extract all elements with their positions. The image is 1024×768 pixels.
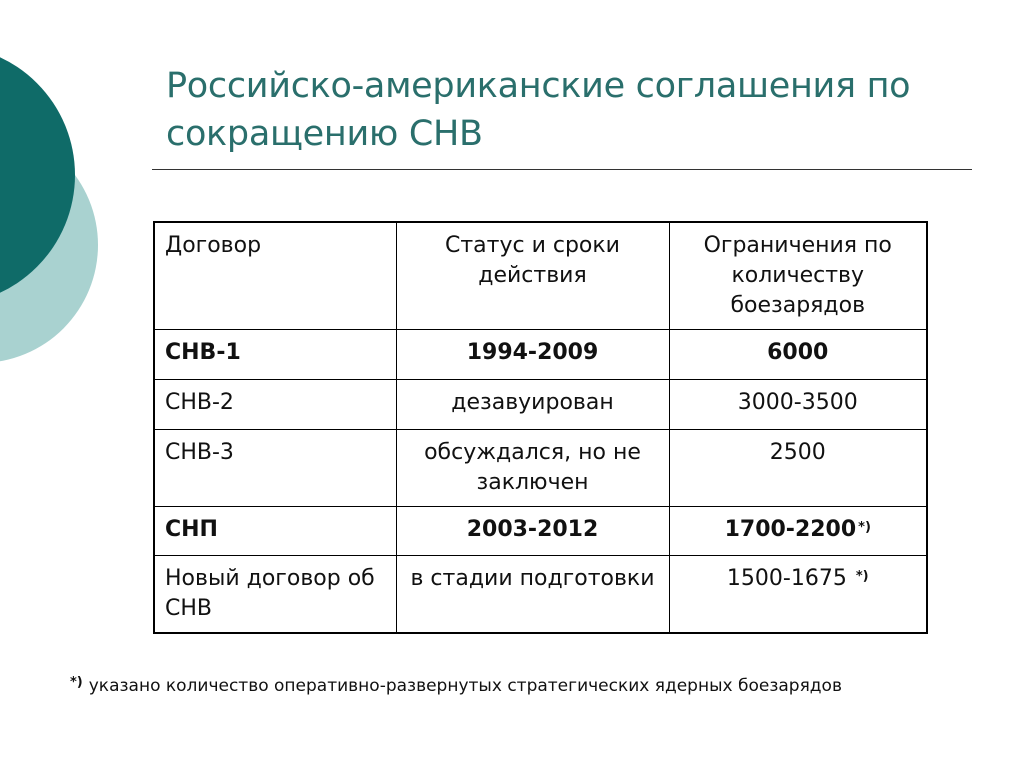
table-row — [154, 430, 927, 507]
limit-value: 3000-3500 — [737, 390, 858, 415]
cell-limit — [669, 507, 927, 556]
footnote-text: указано количество оперативно-развернутых стратегических ядерных боезарядов — [88, 676, 842, 696]
cell-limit — [669, 330, 927, 380]
cell-treaty: СНВ-3 — [154, 430, 396, 507]
decorative-circles — [0, 0, 110, 420]
header-status: Статус и сроки действия — [396, 222, 669, 330]
cell-treaty: СНВ-1 — [154, 330, 396, 380]
cell-treaty: СНП — [154, 507, 396, 556]
cell-status: дезавуирован — [396, 380, 669, 430]
footnote-marker: *) — [855, 569, 869, 584]
cell-status: 2003-2012 — [396, 507, 669, 556]
table-row — [154, 507, 927, 556]
limit-value: 1700-2200 — [724, 517, 857, 542]
footnote-mark: *) — [70, 675, 83, 690]
table-header-row — [154, 222, 927, 330]
cell-limit — [669, 556, 927, 634]
header-treaty: Договор — [154, 222, 396, 330]
cell-status: 1994-2009 — [396, 330, 669, 380]
footnote — [70, 674, 842, 698]
limit-value: 1500-1675 — [726, 566, 854, 591]
cell-treaty: Новый договор об СНВ — [154, 556, 396, 634]
limit-value: 2500 — [769, 440, 826, 465]
header-limits: Ограничения по количеству боезарядов — [669, 222, 927, 330]
treaties-table — [153, 221, 928, 634]
limit-value: 6000 — [767, 340, 829, 365]
cell-status: обсуждался, но не заключен — [396, 430, 669, 507]
footnote-marker: *) — [858, 520, 871, 535]
table-row — [154, 380, 927, 430]
cell-limit — [669, 380, 927, 430]
title-divider — [152, 169, 972, 170]
slide-title: Российско-американские соглашения по сокращению СНВ — [166, 66, 911, 154]
cell-treaty: СНВ-2 — [154, 380, 396, 430]
cell-status: в стадии подготовки — [396, 556, 669, 634]
table-row — [154, 330, 927, 380]
table-row — [154, 556, 927, 634]
cell-limit — [669, 430, 927, 507]
